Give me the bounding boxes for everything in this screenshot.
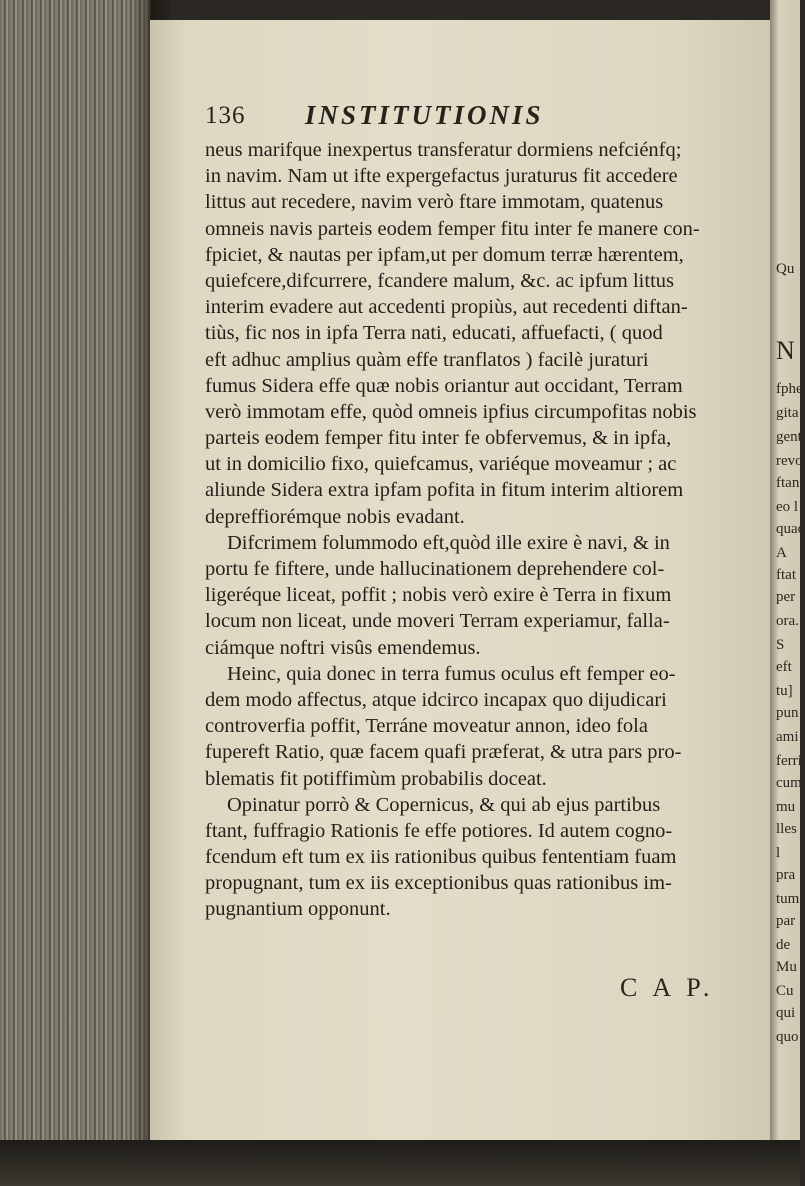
text-line: quiefcere,difcurrere, fcandere malum, &c. ac ipfum littus <box>205 269 674 292</box>
text-line: controverfia poffit, Terráne moveatur annon, ideo fola <box>205 715 648 738</box>
margin-fragment: tum <box>776 891 800 907</box>
margin-fragment: tu] <box>776 683 793 699</box>
text-line: Opinatur porrò & Copernicus, & qui ab ejus partibus <box>227 793 661 816</box>
text-line: fumus Sidera effe quæ nobis oriantur aut occidant, Terram <box>205 374 683 397</box>
text-line: omneis navis parteis eodem femper fitu inter fe manere con- <box>205 217 700 240</box>
text-line: tiùs, fic nos in ipfa Terra nati, educati, affuefacti, ( quod <box>205 322 663 345</box>
margin-fragment: de <box>776 937 791 953</box>
running-title: INSTITUTIONIS <box>305 100 544 130</box>
margin-fragment: lles <box>776 821 797 837</box>
margin-fragment: pra <box>776 867 796 883</box>
margin-fragment: mu <box>776 799 796 815</box>
margin-fragment: per <box>776 589 796 605</box>
text-line: fpiciet, & nautas per ipfam,ut per domum terræ hærentem, <box>205 243 684 266</box>
text-line: dem modo affectus, atque idcirco incapax quo dijudicari <box>205 688 667 711</box>
text-line: ciámque noftri visûs emendemus. <box>205 636 481 659</box>
adjacent-page-strip <box>770 0 805 1186</box>
page-header <box>205 100 665 134</box>
text-line: aliunde Sidera extra ipfam pofita in fitum interim altiorem <box>205 479 684 502</box>
text-line: ligeréque liceat, poffit ; nobis verò exire è Terra in fixum <box>205 584 672 607</box>
margin-fragment: ftat <box>776 567 796 583</box>
text-line: fcendum eft tum ex iis rationibus quibus fententiam fuam <box>205 846 677 869</box>
margin-fragment: fphe <box>776 381 803 397</box>
text-line: Heinc, quia donec in terra fumus oculus eft femper eo- <box>227 662 676 685</box>
margin-fragment: ftans <box>776 475 805 491</box>
margin-fragment: Mu <box>776 959 797 975</box>
margin-fragment: l <box>776 845 781 861</box>
body-text <box>205 137 745 923</box>
margin-fragment: Cu <box>776 983 794 999</box>
margin-fragment: A <box>776 545 787 561</box>
text-line: fupereft Ratio, quæ facem quafi præferat, & utra pars pro- <box>205 741 682 764</box>
text-line: locum non liceat, unde moveri Terram experiamur, falla- <box>205 610 670 633</box>
text-line: ut in domicilio fixo, quiefcamus, variéque moveamur ; ac <box>205 453 677 476</box>
text-line: parteis eodem femper fitu inter fe obfervemus, & in ipfa, <box>205 427 672 450</box>
margin-fragment: par <box>776 913 796 929</box>
margin-fragment: quo <box>776 1029 799 1045</box>
scanner-bed <box>0 1140 800 1186</box>
text-line: interim evadere aut accedenti propiùs, aut recedenti diftan- <box>205 296 688 319</box>
text-line: ftant, fuffragio Rationis fe effe potiores. Id autem cogno- <box>205 819 673 842</box>
margin-fragment: ora. <box>776 613 799 629</box>
text-line: verò immotam effe, quòd omneis ipfius circumpofitas nobis <box>205 400 697 423</box>
text-line: portu fe fiftere, unde hallucinationem deprehendere col- <box>205 558 665 580</box>
margin-fragment: Qu <box>776 261 795 277</box>
margin-fragment: S <box>776 637 785 653</box>
margin-fragment: quac <box>776 521 805 537</box>
text-line: depreffiorémque nobis evadant. <box>205 505 465 528</box>
text-line: pugnantium opponunt. <box>205 898 391 921</box>
margin-fragment: revo <box>776 453 803 469</box>
text-line: propugnant, tum ex iis exceptionibus quas rationibus im- <box>205 872 672 895</box>
text-line: eft adhuc amplius quàm effe tranflatos ) facilè juraturi <box>205 348 649 371</box>
page-number: 136 <box>205 102 246 129</box>
text-line: blematis fit potiffimùm probabilis doceat. <box>205 767 547 790</box>
text-line: Difcrimem folummodo eft,quòd ille exire è navi, & in <box>227 531 670 554</box>
margin-fragment: eo l <box>776 499 799 515</box>
text-line: littus aut recedere, navim verò ftare immotam, quatenus <box>205 191 664 214</box>
left-page-edge <box>0 0 150 1186</box>
margin-fragment: eft <box>776 659 792 675</box>
margin-fragment: pun <box>776 705 799 721</box>
margin-fragment: gent <box>776 429 802 445</box>
margin-fragment: qui <box>776 1005 796 1021</box>
text-line: in navim. Nam ut ifte expergefactus juraturus fit accedere <box>205 165 678 188</box>
text-line: neus marifque inexpertus transferatur dormiens nefciénfq; <box>205 139 682 161</box>
margin-fragment: ami <box>776 729 799 745</box>
margin-fragment: ferri <box>776 753 802 769</box>
catchword: C A P. <box>620 973 715 1002</box>
margin-fragment: cum <box>776 775 802 791</box>
margin-fragment: N <box>776 336 795 365</box>
margin-fragment: gita <box>776 405 799 421</box>
